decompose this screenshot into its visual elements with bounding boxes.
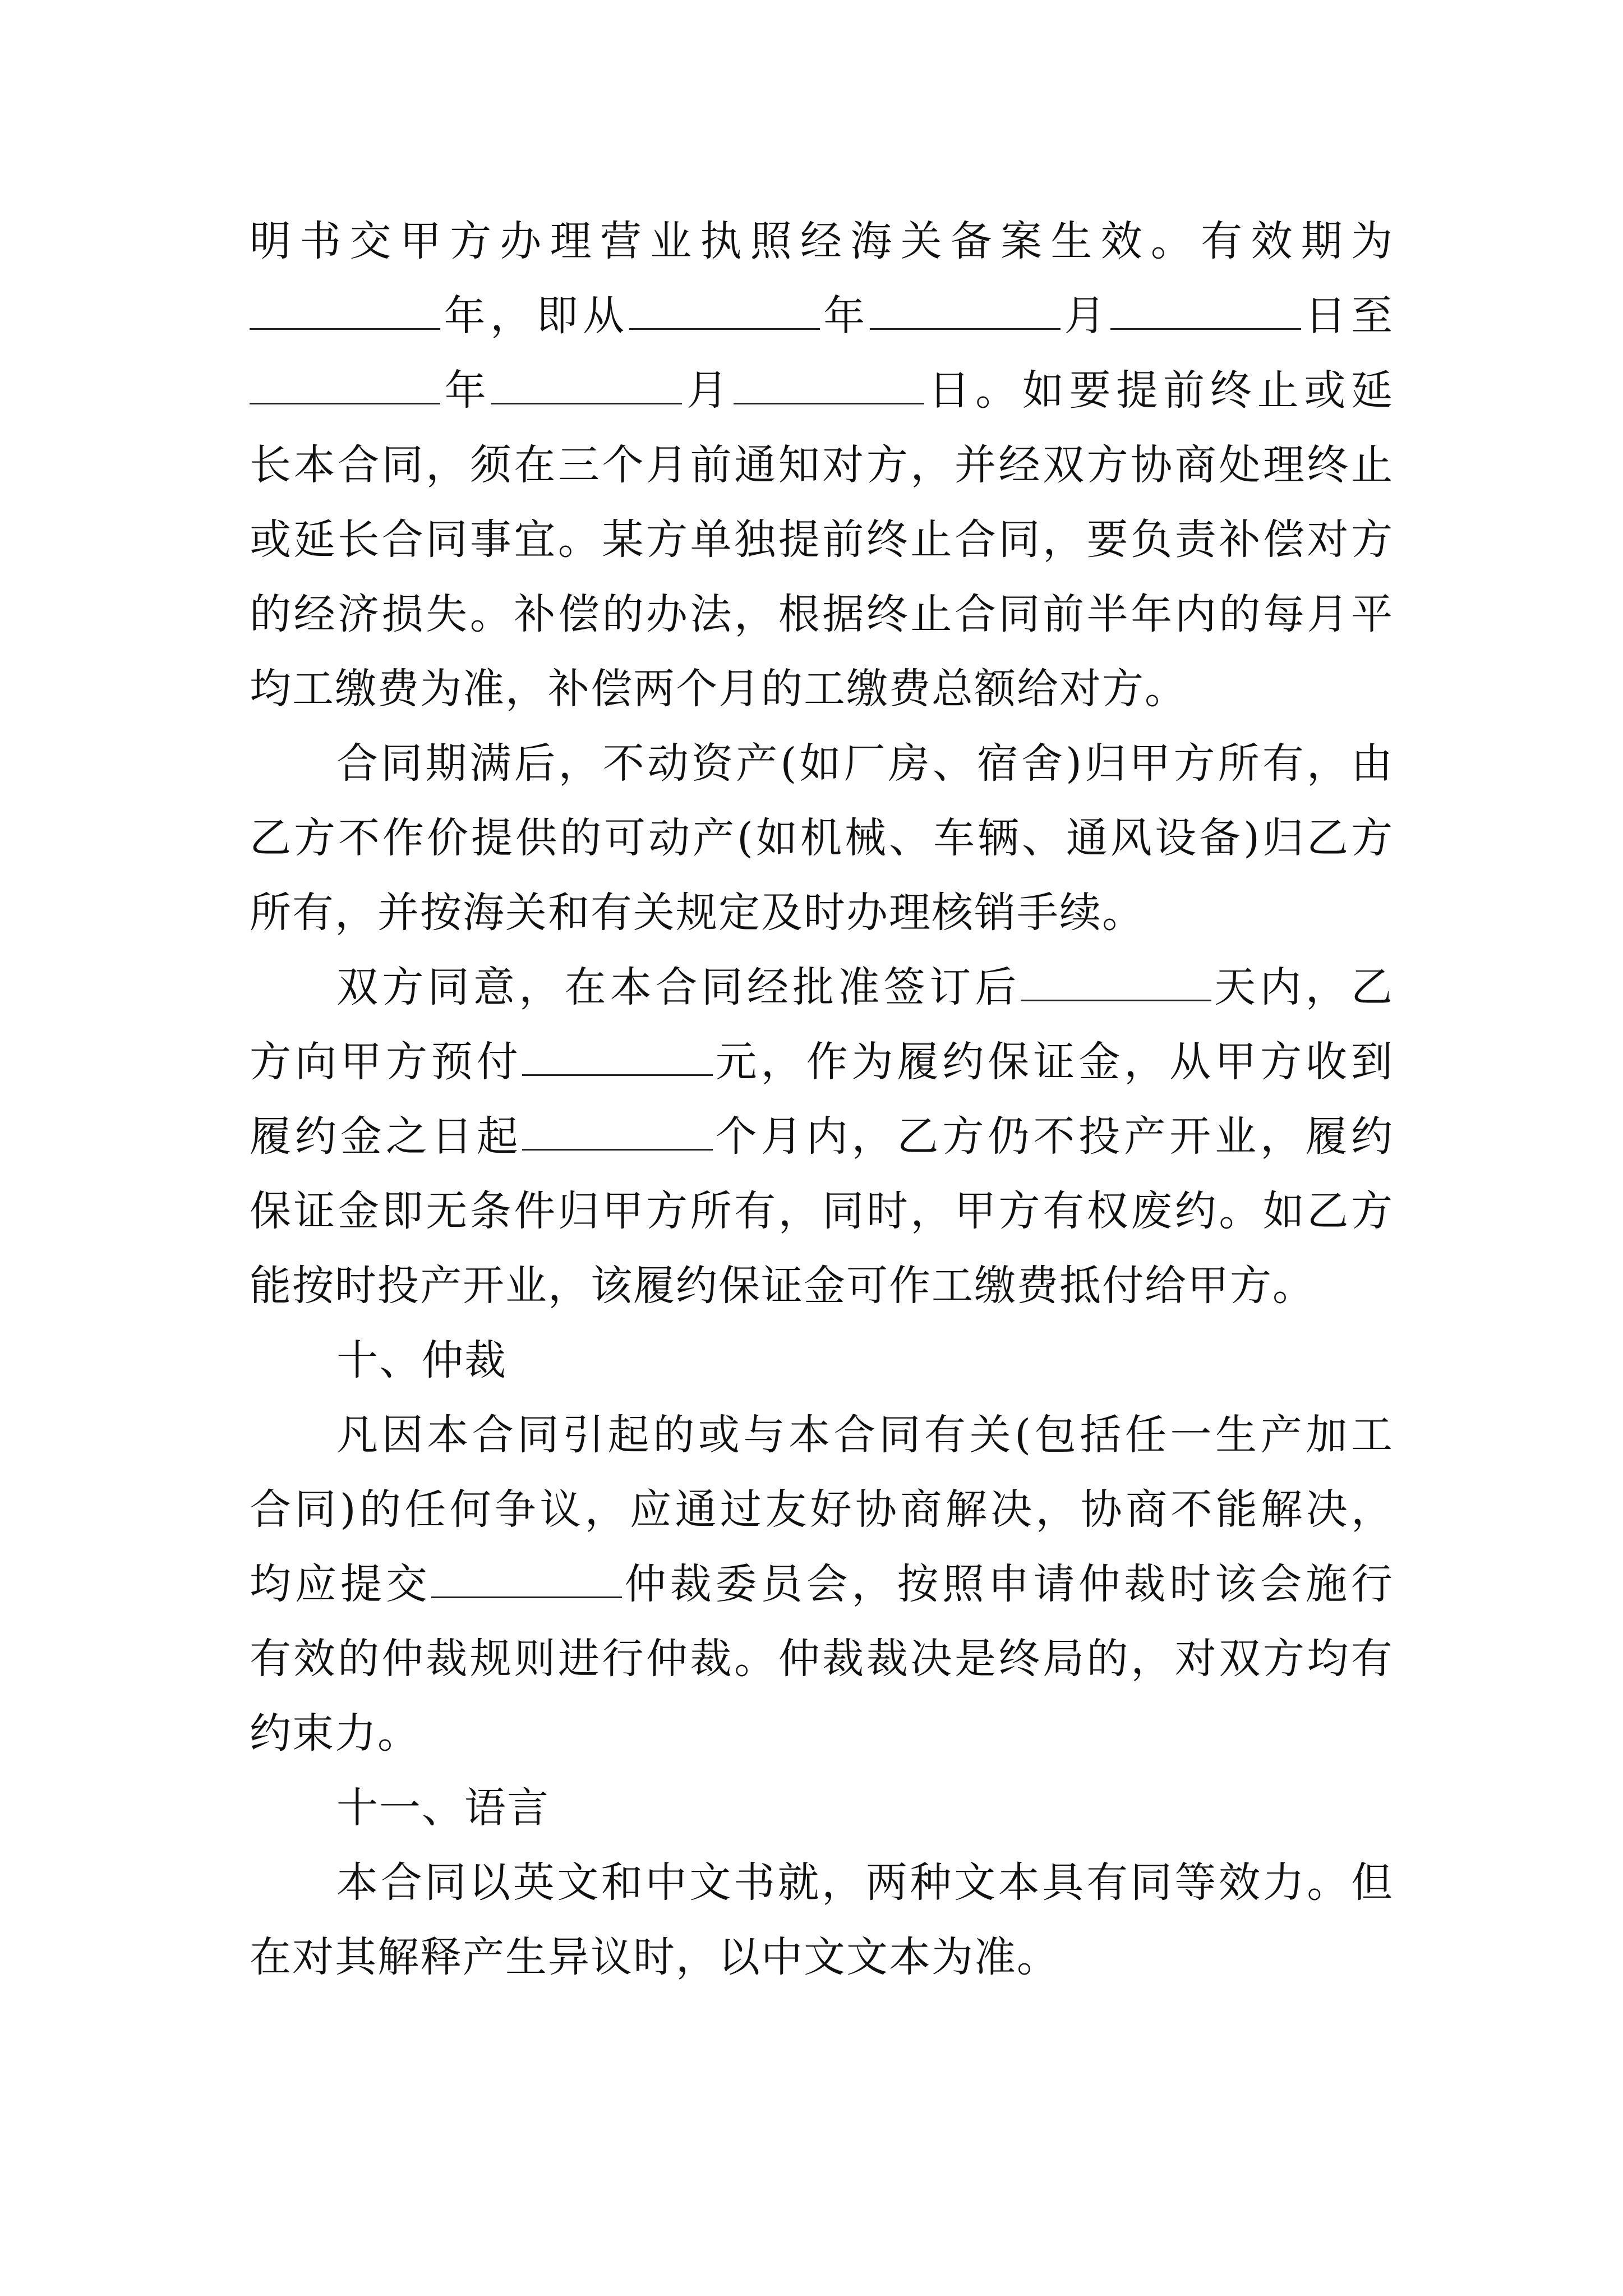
fill-in-blank <box>1021 966 1211 1001</box>
fill-in-blank <box>250 369 440 404</box>
text-segment: 凡因本合同引起的或与本合同有关(包括任一生产加工 <box>336 1411 1394 1459</box>
text-segment: 的经济损失。补偿的办法，根据终止合同前半年内的每月平 <box>250 590 1394 638</box>
text-segment: 日。如要提前终止或延 <box>924 366 1394 415</box>
text-segment: 长本合同，须在三个月前通知对方，并经双方协商处理终止 <box>250 441 1394 489</box>
text-line <box>250 282 1394 349</box>
text-segment: 月 <box>1060 292 1110 340</box>
fill-in-blank <box>250 295 440 330</box>
text-line <box>250 506 1394 573</box>
text-segment: 乙方不作价提供的可动产(如机械、车辆、通风设备)归乙方 <box>250 814 1394 862</box>
fill-in-blank <box>522 1115 713 1151</box>
text-segment: 能按时投产开业，该履约保证金可作工缴费抵付给甲方。 <box>250 1262 1315 1310</box>
text-segment: 月 <box>682 366 734 415</box>
text-segment: 履约金之日起 <box>250 1112 522 1161</box>
text-segment: 有效的仲裁规则进行仲裁。仲裁裁决是终局的，对双方均有 <box>250 1635 1394 1683</box>
text-segment: 在对其解释产生异议时，以中文文本为准。 <box>250 1933 1059 1981</box>
text-segment: 十、仲裁 <box>336 1336 507 1384</box>
fill-in-blank <box>1110 295 1301 330</box>
text-segment: 合同期满后，不动资产(如厂房、宿舍)归甲方所有，由 <box>336 739 1394 788</box>
text-line <box>250 1924 1394 1991</box>
fill-in-blank <box>629 295 820 330</box>
section-heading <box>336 1774 1394 1842</box>
text-segment: 年 <box>819 292 870 340</box>
text-segment: 双方同意，在本合同经批准签订后 <box>336 963 1021 1011</box>
text-line <box>250 879 1394 946</box>
text-line <box>250 1700 1394 1767</box>
text-line <box>250 1103 1394 1170</box>
text-segment: 十一、语言 <box>336 1784 550 1832</box>
fill-in-blank <box>870 295 1061 330</box>
text-line <box>250 1625 1394 1692</box>
text-line <box>250 804 1394 872</box>
text-line <box>250 1476 1394 1543</box>
text-segment: 日至 <box>1301 292 1394 340</box>
section-heading <box>336 1327 1394 1394</box>
text-segment: 本合同以英文和中文书就，两种文本具有同等效力。但 <box>336 1858 1394 1907</box>
fill-in-blank <box>431 1563 622 1598</box>
text-line <box>336 1401 1394 1469</box>
text-line <box>336 730 1394 797</box>
text-line <box>250 1550 1394 1618</box>
text-line <box>250 357 1394 424</box>
text-segment: 年，即从 <box>440 292 629 340</box>
text-line <box>250 208 1394 275</box>
text-line <box>250 431 1394 499</box>
text-line <box>250 655 1394 723</box>
text-segment: 保证金即无条件归甲方所有，同时，甲方有权废约。如乙方 <box>250 1187 1394 1235</box>
text-segment: 约束力。 <box>250 1709 420 1757</box>
fill-in-blank <box>734 369 924 404</box>
fill-in-blank <box>522 1041 713 1076</box>
text-line <box>250 1028 1394 1096</box>
text-segment: 元，作为履约保证金，从甲方收到 <box>712 1038 1394 1086</box>
text-line <box>250 581 1394 648</box>
text-segment: 均工缴费为准，补偿两个月的工缴费总额给对方。 <box>250 665 1187 713</box>
text-segment: 方向甲方预付 <box>250 1038 522 1086</box>
text-segment: 所有，并按海关和有关规定及时办理核销手续。 <box>250 889 1145 937</box>
text-segment: 明书交甲方办理营业执照经海关备案生效。有效期为 <box>250 217 1394 265</box>
text-line <box>250 1252 1394 1319</box>
fill-in-blank <box>491 369 682 404</box>
text-segment: 均应提交 <box>250 1560 431 1608</box>
text-segment: 年 <box>440 366 492 415</box>
text-line <box>250 1177 1394 1245</box>
text-line <box>336 1849 1394 1916</box>
text-segment: 个月内，乙方仍不投产开业，履约 <box>712 1112 1394 1161</box>
text-segment: 合同)的任何争议，应通过友好协商解决，协商不能解决， <box>250 1485 1394 1534</box>
text-segment: 仲裁委员会，按照申请仲裁时该会施行 <box>621 1560 1394 1608</box>
text-line <box>336 954 1394 1021</box>
text-segment: 或延长合同事宜。某方单独提前终止合同，要负责补偿对方 <box>250 516 1394 564</box>
text-segment: 天内，乙 <box>1211 963 1394 1011</box>
